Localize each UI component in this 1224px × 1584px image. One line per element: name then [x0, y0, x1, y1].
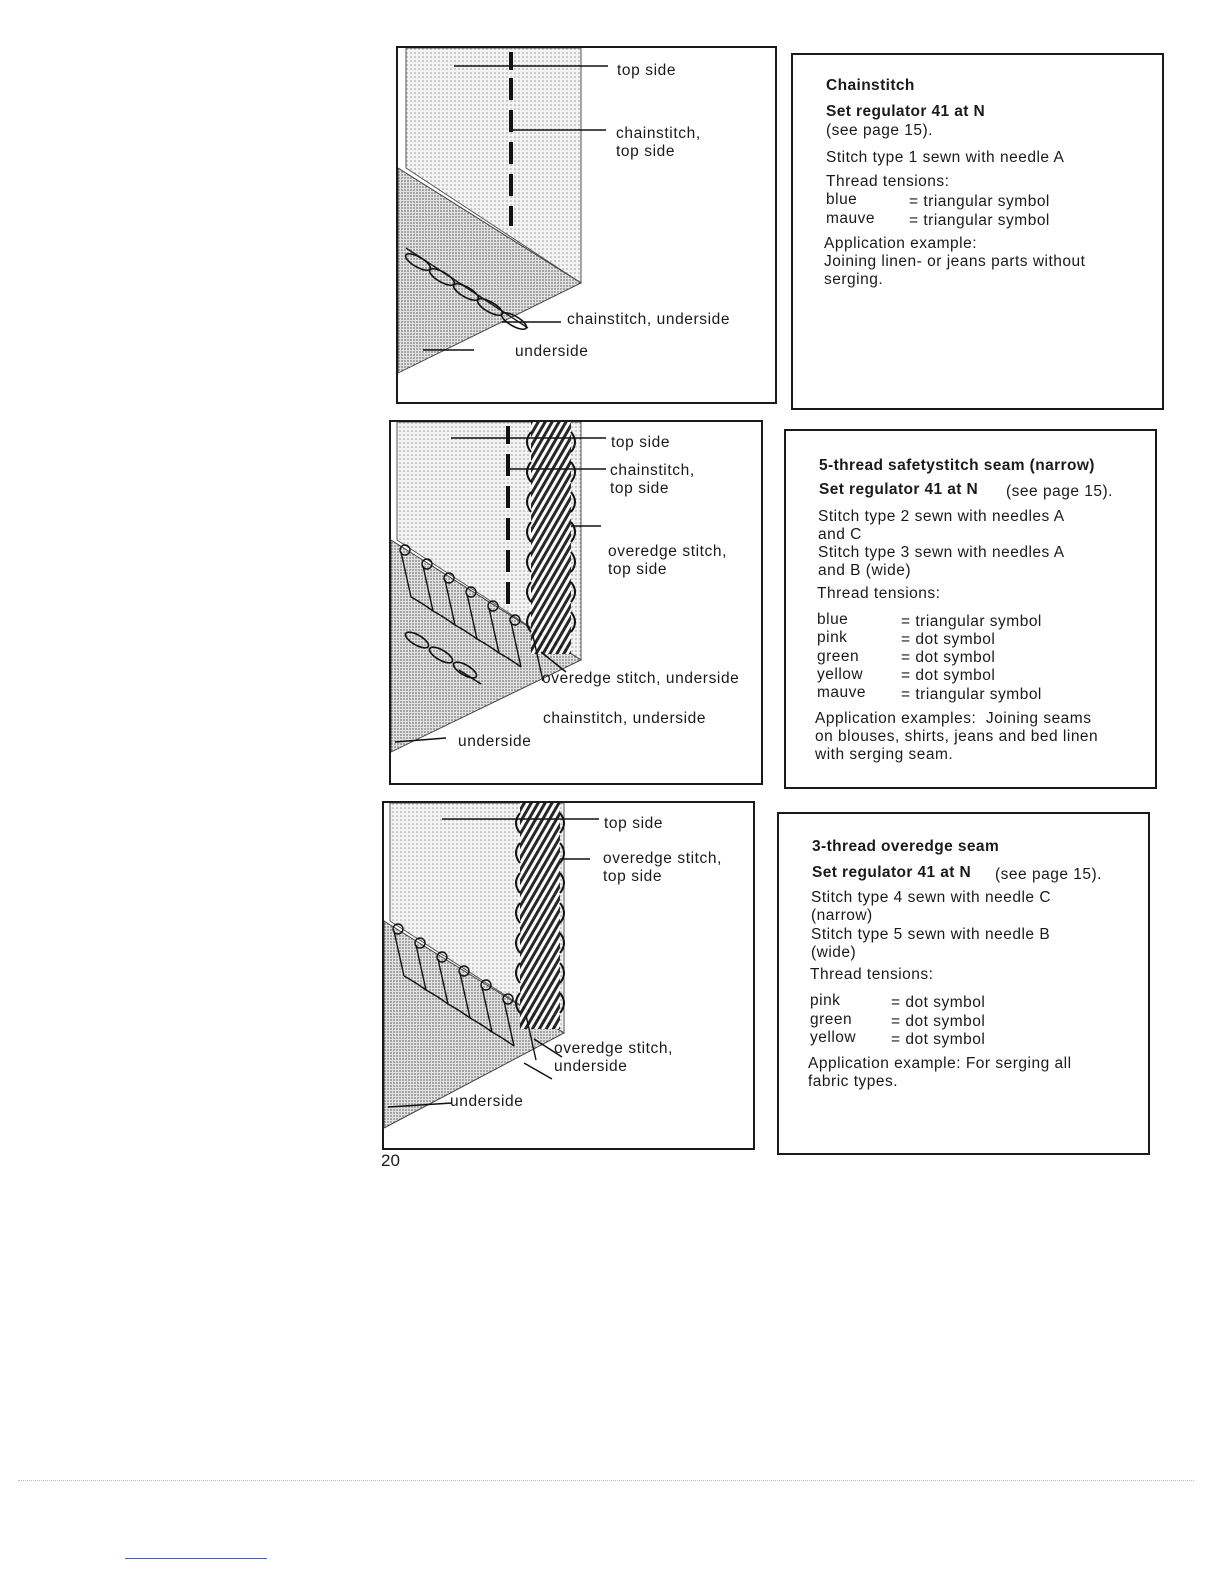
tension-value: = dot symbol	[901, 667, 996, 684]
tension-color: green	[810, 1011, 853, 1028]
panel-title: Chainstitch	[826, 77, 915, 94]
tensions-heading: Thread tensions:	[826, 173, 950, 190]
label-top-side: top side	[611, 434, 671, 451]
link-underline	[125, 1558, 267, 1559]
label-chainstitch-top-side: chainstitch, top side	[616, 125, 701, 160]
tension-value: = dot symbol	[901, 631, 996, 648]
figure-safetystitch	[389, 420, 763, 785]
regulator-setting: Set regulator 41 at N	[812, 864, 972, 881]
page-divider	[18, 1480, 1194, 1481]
overedge-top-band	[520, 803, 560, 1029]
label-chainstitch-underside: chainstitch, underside	[543, 710, 707, 727]
stitch-type: Stitch type 5 sewn with needle B (wide)	[811, 926, 1051, 961]
tension-value: = dot symbol	[891, 1031, 986, 1048]
panel-safetystitch	[784, 429, 1157, 789]
regulator-reference: (see page 15).	[995, 866, 1102, 883]
application-text: Application examples: Joining seams on blouses, shirts, jeans and bed linen with serging seam.	[815, 710, 1099, 763]
tension-color: blue	[826, 191, 858, 208]
panel-title: 5-thread safetystitch seam (narrow)	[819, 457, 1095, 474]
label-overedge-underside: overedge stitch, underside	[542, 670, 740, 687]
page-number: 20	[381, 1151, 400, 1170]
figure-overedge	[382, 801, 755, 1150]
tension-value: = dot symbol	[891, 1013, 986, 1030]
label-top-side: top side	[604, 815, 664, 832]
label-underside: underside	[515, 343, 589, 360]
label-underside: underside	[450, 1093, 524, 1110]
tension-color: mauve	[817, 684, 867, 701]
safetystitch-illustration	[391, 422, 761, 783]
tension-color: yellow	[817, 666, 864, 683]
tension-color: pink	[810, 992, 841, 1009]
stitch-type: Stitch type 2 sewn with needles A and C	[818, 508, 1065, 543]
label-overedge-top-side: overedge stitch, top side	[608, 543, 728, 578]
figure-chainstitch	[396, 46, 777, 404]
tension-color: green	[817, 648, 860, 665]
label-chainstitch-top-side: chainstitch, top side	[610, 462, 695, 497]
tension-value: = triangular symbol	[901, 686, 1042, 703]
stitch-type: Stitch type 1 sewn with needle A	[826, 149, 1065, 166]
label-top-side: top side	[617, 62, 677, 79]
panel-title: 3-thread overedge seam	[812, 838, 1000, 855]
tensions-heading: Thread tensions:	[817, 585, 941, 602]
application-text: Application example: For serging all fabric types.	[808, 1055, 1072, 1090]
stitch-type: Stitch type 4 sewn with needle C (narrow)	[811, 889, 1052, 924]
tension-value: = dot symbol	[901, 649, 996, 666]
tension-value: = dot symbol	[891, 994, 986, 1011]
overedge-top-band	[531, 422, 571, 654]
stitch-type: Stitch type 3 sewn with needles A and B (wide)	[818, 544, 1065, 579]
regulator-reference: (see page 15).	[826, 122, 933, 139]
tension-value: = triangular symbol	[901, 613, 1042, 630]
regulator-setting: Set regulator 41 at N	[819, 481, 979, 498]
label-overedge-top-side: overedge stitch, top side	[603, 850, 723, 885]
regulator-setting: Set regulator 41 at N	[826, 103, 986, 120]
label-overedge-underside: overedge stitch, underside	[554, 1040, 674, 1075]
tension-color: mauve	[826, 210, 876, 227]
panel-chainstitch	[791, 53, 1164, 410]
tension-color: pink	[817, 629, 848, 646]
tension-value: = triangular symbol	[909, 212, 1050, 229]
tensions-heading: Thread tensions:	[810, 966, 934, 983]
label-underside: underside	[458, 733, 532, 750]
regulator-reference: (see page 15).	[1006, 483, 1113, 500]
application-text: Application example: Joining linen- or jeans parts without serging.	[824, 235, 1086, 288]
tension-color: blue	[817, 611, 849, 628]
panel-overedge	[777, 812, 1150, 1155]
label-chainstitch-underside: chainstitch, underside	[567, 311, 731, 328]
tension-color: yellow	[810, 1029, 857, 1046]
tension-value: = triangular symbol	[909, 193, 1050, 210]
